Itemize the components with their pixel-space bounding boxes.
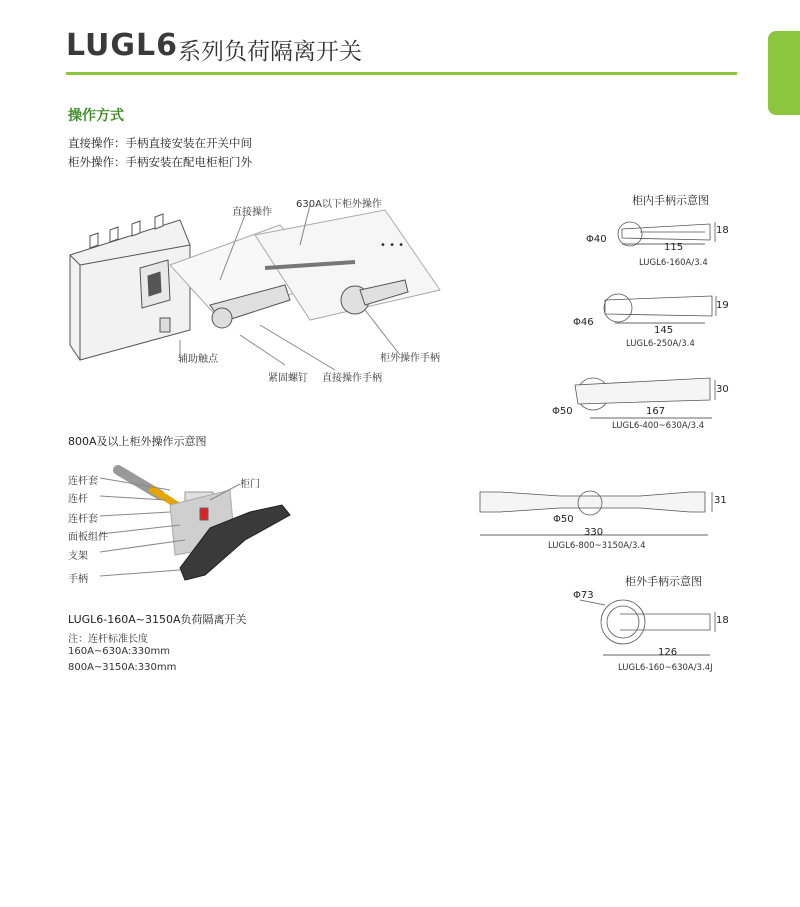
inner2-diameter: Φ46	[573, 317, 594, 328]
rod-length-spec-2: 800A~3150A:330mm	[68, 662, 177, 673]
label-bracket: 支架	[68, 551, 88, 562]
inner4-model: LUGL6-800~3150A/3.4	[548, 541, 646, 551]
product-name: LUGL6-160A~3150A负荷隔离开关	[68, 613, 247, 626]
inner4-diameter: Φ50	[553, 514, 574, 525]
label-aux-contact: 辅助触点	[178, 354, 218, 365]
inner-handles-title: 柜内手柄示意图	[632, 194, 709, 207]
inner4-height: 31	[714, 495, 727, 506]
outer-model: LUGL6-160~630A/3.4J	[618, 663, 713, 673]
outer-height: 18	[716, 615, 729, 626]
direct-op-description: 直接操作：手柄直接安装在开关中间	[68, 136, 252, 150]
inner1-height: 18	[716, 225, 729, 236]
assembly-title: 800A及以上柜外操作示意图	[68, 435, 207, 448]
inner1-length: 115	[664, 242, 684, 253]
label-outside-630: 630A以下柜外操作	[296, 199, 382, 210]
inner2-length: 145	[654, 325, 674, 336]
outer-length: 126	[658, 647, 678, 658]
brand-logo: LUGL6	[66, 28, 179, 63]
label-handle: 手柄	[68, 574, 88, 585]
inner1-diameter: Φ40	[586, 234, 607, 245]
outer-diameter: Φ73	[573, 590, 594, 601]
outer-handle-title: 柜外手柄示意图	[625, 575, 702, 588]
label-direct-op: 直接操作	[232, 207, 272, 218]
label-screw: 紧固螺钉	[268, 373, 308, 384]
label-door: 柜门	[240, 479, 260, 490]
outside-op-description: 柜外操作：手柄安装在配电柜柜门外	[68, 155, 252, 169]
label-dots: • • •	[380, 240, 405, 251]
inner3-length: 167	[646, 406, 666, 417]
label-outside-handle: 柜外操作手柄	[380, 353, 440, 364]
inner3-model: LUGL6-400~630A/3.4	[612, 421, 705, 431]
inner1-model: LUGL6-160A/3.4	[639, 258, 708, 268]
label-rod-sleeve-2: 连杆套	[68, 514, 98, 525]
page-title: 系列负荷隔离开关	[178, 39, 362, 65]
label-rod-sleeve-1: 连杆套	[68, 476, 98, 487]
inner2-height: 19	[716, 300, 729, 311]
label-rod: 连杆	[68, 494, 88, 505]
label-direct-handle: 直接操作手柄	[322, 373, 382, 384]
label-panel: 面板组件	[68, 532, 108, 543]
rod-length-spec-1: 160A~630A:330mm	[68, 646, 170, 657]
rod-length-note: 注：连杆标准长度	[68, 634, 148, 645]
inner3-height: 30	[716, 384, 729, 395]
inner3-diameter: Φ50	[552, 406, 573, 417]
inner4-length: 330	[584, 527, 604, 538]
section-title: 操作方式	[68, 108, 124, 124]
inner2-model: LUGL6-250A/3.4	[626, 339, 695, 349]
